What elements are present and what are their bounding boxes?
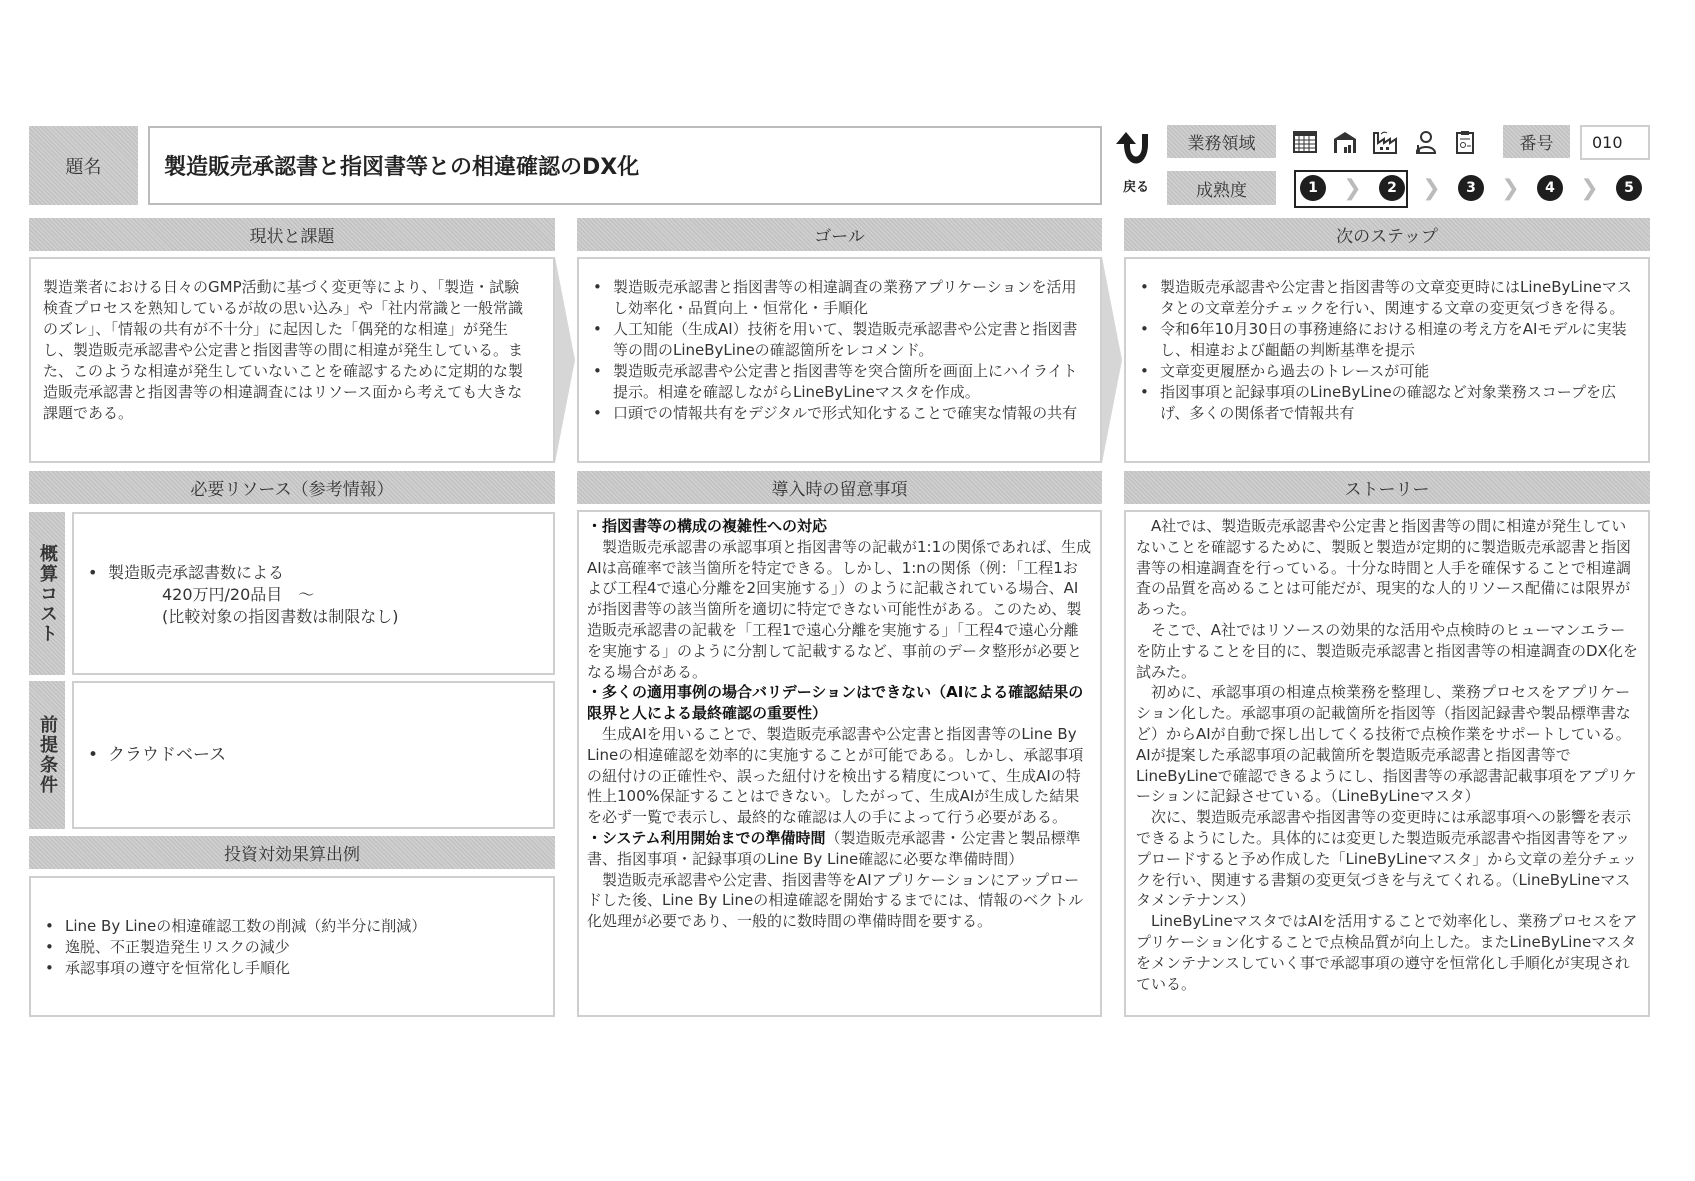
goal-item: • 人工知能（生成AI）技術を用いて、製造販売承認書や公定書と指図書等の間のLineByLineの確認箇所をレコメンド。 <box>587 319 1086 361</box>
roi-item: • 逸脱、不正製造発生リスクの減少 <box>39 937 543 958</box>
maturity-steps <box>1300 175 1642 201</box>
current-body: 製造業者における日々のGMP活動に基づく変更等により、「製造・試験検査プロセスを熟知しているが故の思い込み」や「社内常識と一般常識のズレ」、「情報の共有が不十分」に起因した「偶発的な相違」が発生し、製造販売承認書や公定書と指図書等の間に相違が発生している。また、このような相違が発生していないことを確認するために定期的な製造販売承認書と指図書等の相違調査にはリソース面から考えても大きな課題である。 <box>29 257 555 463</box>
goal-body <box>577 257 1102 463</box>
story-paragraph: 初めに、承認事項の相違点検業務を整理し、業務プロセスをアプリケーション化した。承認事項の記載箇所を指図等（指図記録書や製品標準書など）からAIが自動で探し出してくる技術で点検作業をサポートしている。AIが提案した承認事項の記載箇所を製造販売承認書と指図書等でLineByLineで確認できるようにし、指図書等の承認書記載事項をアプリケーションに記録させている。（LineByLineマスタ） <box>1136 683 1637 806</box>
doctor-icon <box>1412 129 1438 155</box>
next-item: • 製造販売承認書や公定書と指図書等の文章変更時にはLineByLineマスタとの文章差分チェックを行い、関連する文章の変更気づきを得る。 <box>1134 277 1634 319</box>
notes-heading: ・多くの適用事例の場合バリデーションはできない（AIによる確認結果の限界と人による最終確認の重要性） <box>587 683 1084 723</box>
maturity-step-3: 3 <box>1458 175 1484 201</box>
resources-header: 必要リソース（参考情報） <box>29 471 555 504</box>
cost-note: (比較対象の指図書数は制限なし) <box>162 607 399 626</box>
factory-icon <box>1372 129 1398 155</box>
calendar-grid-icon <box>1292 129 1318 155</box>
maturity-step-5: 5 <box>1616 175 1642 201</box>
maturity-step-1: 1 <box>1300 175 1326 201</box>
back-arrow-icon <box>1114 130 1158 172</box>
roi-item: • 承認事項の遵守を恒常化し手順化 <box>39 958 543 979</box>
cost-item: • 製造販売承認書数による <box>82 562 543 584</box>
next-item: • 指図事項と記録事項のLineByLineの確認など対象業務スコープを広げ、多くの関係者で情報共有 <box>1134 382 1634 424</box>
maturity-step-2: 2 <box>1379 175 1405 201</box>
flow-arrow <box>1102 257 1122 463</box>
story-paragraph: LineByLineマスタではAIを活用することで効率化し、業務プロセスをアプリケーション化することで点検品質が向上した。またLineByLineマスタをメンテナンスしていく事で承認事項の遵守を恒常化し手順化が実現されている。 <box>1136 912 1638 993</box>
chevron-right-icon: ❯ <box>1580 175 1599 201</box>
cost-label: 概算コスト <box>29 512 65 675</box>
next-header: 次のステップ <box>1124 218 1650 251</box>
roi-item: • Line By Lineの相違確認工数の削減（約半分に削減） <box>39 916 543 937</box>
warehouse-icon <box>1332 129 1358 155</box>
current-header: 現状と課題 <box>29 218 555 251</box>
notes-paragraph: 製造販売承認書や公定書、指図書等をAIアプリケーションにアップロードした後、Line By Lineの相違確認を開始するまでには、情報のベクトル化処理が必要であり、一般的に数時間の準備時間を要する。 <box>587 870 1084 931</box>
domain-label: 業務領域 <box>1167 125 1276 158</box>
notes-heading-detail: （製造販売承認書・公定書と製品標準書、指図事項・記録事項のLine By Line確認に必要な準備時間） <box>587 828 1081 868</box>
goal-item: • 製造販売承認書と指図書等の相違調査の業務アプリケーションを活用し効率化・品質向上・恒常化・手順化 <box>587 277 1086 319</box>
next-item: • 令和6年10月30日の事務連絡における相違の考え方をAIモデルに実装し、相違および齟齬の判断基準を提示 <box>1134 319 1634 361</box>
goal-item: • 製造販売承認書や公定書と指図書等を突合箇所を画面上にハイライト提示。相違を確認しながらLineByLineマスタを作成。 <box>587 361 1086 403</box>
chevron-right-icon: ❯ <box>1422 175 1441 201</box>
domain-icons <box>1292 126 1492 158</box>
chevron-right-icon: ❯ <box>1501 175 1520 201</box>
number-label: 番号 <box>1503 125 1570 158</box>
page-title: 製造販売承認書と指図書等との相違確認のDX化 <box>148 126 1102 205</box>
back-label: 戻る <box>1122 180 1149 195</box>
notes-heading: ・システム利用開始までの準備時間 <box>587 828 826 847</box>
chevron-right-icon: ❯ <box>1343 175 1362 201</box>
goal-item: • 口頭での情報共有をデジタルで形式知化することで確実な情報の共有 <box>587 403 1086 424</box>
cost-body <box>72 512 555 675</box>
number-value: 010 <box>1580 125 1650 160</box>
story-paragraph: 次に、製造販売承認書や指図書等の変更時には承認事項への影響を表示できるようにした。具体的には変更した製造販売承認書や指図書等をアップロードすると予め作成した「LineByLineマスタ」から文章の差分チェックを行い、関連する書類の変更気づきを与えてくれる。（LineByLineマスタメンテナンス） <box>1136 808 1637 910</box>
cost-amount: 420万円/20品目 ～ <box>162 585 315 604</box>
notes-paragraph: 生成AIを用いることで、製造販売承認書や公定書と指図書等のLine By Lineの相違確認を効率的に実施することが可能である。しかし、承認事項の紐付けの正確性や、誤った紐付けを検出する精度について、生成AIの特性上100%保証することはできない。したがって、生成AIが生成した結果を必ず一覧で表示し、最終的な確認は人の手によって行う必要がある。 <box>587 724 1084 827</box>
story-paragraph: A社では、製造販売承認書や公定書と指図書等の間に相違が発生していないことを確認するために、製販と製造が定期的に製造販売承認書と指図書等の相違調査を行っている。十分な時間と人手を確保することで相違調査の品質を高めることは可能だが、現実的な人的リソース配備には限界があった。 <box>1136 517 1632 619</box>
title-label: 題名 <box>29 126 138 205</box>
premise-item: • クラウドベース <box>82 745 543 766</box>
notes-body <box>577 510 1102 1017</box>
next-item: • 文章変更履歴から過去のトレースが可能 <box>1134 361 1634 382</box>
flow-arrow <box>555 257 575 463</box>
notes-paragraph: 製造販売承認書の承認事項と指図書等の記載が1:1の関係であれば、生成AIは高確率で該当箇所を特定できる。しかし、1:nの関係（例：「工程1および工程4で遠心分離を2回実施する」）のように記載されている場合、AIが指図書等の該当箇所を適切に特定できない可能性がある。このため、製造販売承認書の記載を「工程1で遠心分離を実施する」「工程4で遠心分離を実施する」のように分割して記載するなど、事前のデータ整形が必要となる場合がある。 <box>587 537 1092 681</box>
story-paragraph: そこで、A社ではリソースの効果的な活用や点検時のヒューマンエラーを防止することを目的に、製造販売承認書と指図書等の相違調査のDX化を試みた。 <box>1136 620 1638 681</box>
notes-heading: ・指図書等の構成の複雑性への対応 <box>587 517 828 535</box>
maturity-step-4: 4 <box>1537 175 1563 201</box>
premise-body <box>72 681 555 829</box>
story-header: ストーリー <box>1124 471 1650 504</box>
maturity-label: 成熟度 <box>1167 171 1276 205</box>
roi-body <box>29 876 555 1017</box>
back-button[interactable] <box>1112 130 1160 194</box>
clipboard-certificate-icon <box>1452 129 1478 155</box>
notes-header: 導入時の留意事項 <box>577 471 1102 504</box>
roi-header: 投資対効果算出例 <box>29 836 555 869</box>
story-body <box>1124 510 1650 1017</box>
premise-label: 前提条件 <box>29 681 65 829</box>
next-body <box>1124 257 1650 463</box>
goal-header: ゴール <box>577 218 1102 251</box>
